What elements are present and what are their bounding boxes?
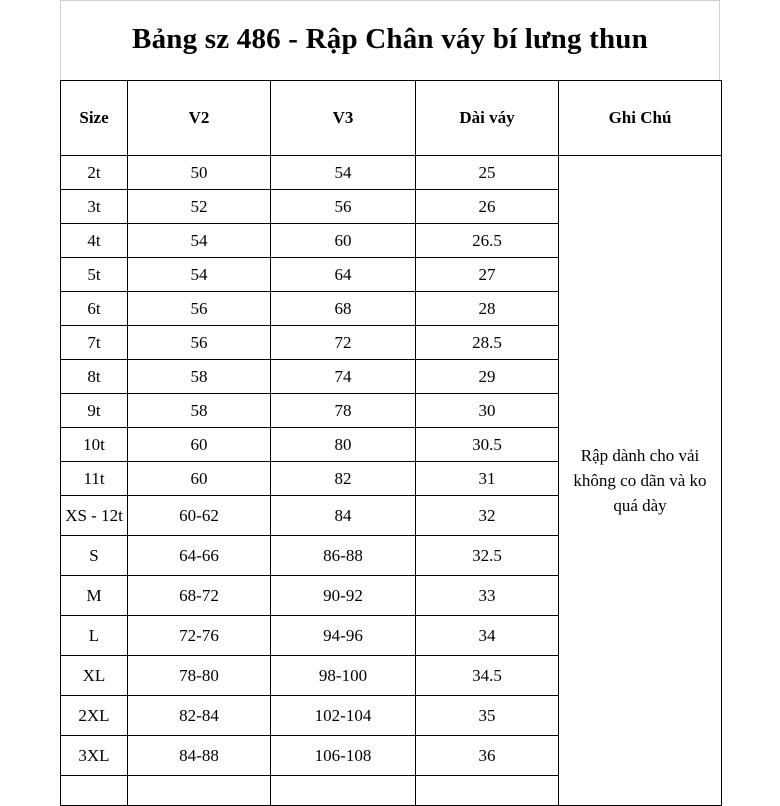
- cell-v3: 78: [271, 394, 416, 428]
- size-table: [60, 80, 722, 806]
- header-note: Ghi Chú: [559, 81, 722, 156]
- cell-v3: 68: [271, 292, 416, 326]
- cell-skirt-length: 26: [416, 190, 559, 224]
- table-body: [61, 156, 722, 806]
- cell-v3: 64: [271, 258, 416, 292]
- cell-skirt-length: 32: [416, 496, 559, 536]
- cell-v2: 52: [128, 190, 271, 224]
- cell-size: 8t: [61, 360, 128, 394]
- cell-v3: 98-100: [271, 656, 416, 696]
- cell-v3: 94-96: [271, 616, 416, 656]
- header-size: Size: [61, 81, 128, 156]
- cell-size: 5t: [61, 258, 128, 292]
- title-bar: [60, 0, 720, 80]
- cell-size: 3XL: [61, 736, 128, 776]
- cell-skirt-length: 36: [416, 736, 559, 776]
- cell-skirt-length: 26.5: [416, 224, 559, 258]
- cell-skirt-length: 28.5: [416, 326, 559, 360]
- empty-cell: [61, 776, 128, 806]
- cell-skirt-length: 33: [416, 576, 559, 616]
- cell-v3: 74: [271, 360, 416, 394]
- cell-skirt-length: 30: [416, 394, 559, 428]
- cell-skirt-length: 31: [416, 462, 559, 496]
- cell-v2: 68-72: [128, 576, 271, 616]
- cell-v2: 60: [128, 462, 271, 496]
- cell-size: XL: [61, 656, 128, 696]
- cell-v2: 60-62: [128, 496, 271, 536]
- cell-v2: 78-80: [128, 656, 271, 696]
- cell-v3: 80: [271, 428, 416, 462]
- page-title: Bảng sz 486 - Rập Chân váy bí lưng thun: [132, 23, 648, 55]
- cell-v3: 84: [271, 496, 416, 536]
- cell-size: M: [61, 576, 128, 616]
- header-v3: V3: [271, 81, 416, 156]
- note-line: không co dãn và ko: [573, 471, 707, 490]
- cell-skirt-length: 34.5: [416, 656, 559, 696]
- cell-v3: 60: [271, 224, 416, 258]
- cell-size: 2t: [61, 156, 128, 190]
- cell-size: 10t: [61, 428, 128, 462]
- empty-cell: [416, 776, 559, 806]
- cell-v3: 102-104: [271, 696, 416, 736]
- header-skirt-length: Dài váy: [416, 81, 559, 156]
- header-row: [61, 81, 722, 156]
- cell-skirt-length: 32.5: [416, 536, 559, 576]
- note-line: quá dày: [613, 496, 667, 515]
- cell-v3: 106-108: [271, 736, 416, 776]
- cell-skirt-length: 28: [416, 292, 559, 326]
- cell-v3: 72: [271, 326, 416, 360]
- cell-v3: 90-92: [271, 576, 416, 616]
- cell-v3: 56: [271, 190, 416, 224]
- cell-v2: 56: [128, 326, 271, 360]
- size-chart-sheet: [60, 0, 722, 780]
- cell-skirt-length: 27: [416, 258, 559, 292]
- cell-v3: 54: [271, 156, 416, 190]
- empty-cell: [271, 776, 416, 806]
- cell-size: 4t: [61, 224, 128, 258]
- note-line: Rập dành cho vải: [580, 446, 700, 465]
- cell-size: S: [61, 536, 128, 576]
- cell-v2: 82-84: [128, 696, 271, 736]
- cell-v2: 84-88: [128, 736, 271, 776]
- cell-size: 6t: [61, 292, 128, 326]
- cell-skirt-length: 29: [416, 360, 559, 394]
- cell-v2: 58: [128, 394, 271, 428]
- cell-v2: 60: [128, 428, 271, 462]
- cell-skirt-length: 30.5: [416, 428, 559, 462]
- cell-size: 2XL: [61, 696, 128, 736]
- cell-v2: 64-66: [128, 536, 271, 576]
- cell-v2: 56: [128, 292, 271, 326]
- cell-v3: 86-88: [271, 536, 416, 576]
- cell-skirt-length: 35: [416, 696, 559, 736]
- cell-size: XS - 12t: [61, 496, 128, 536]
- cell-size: 3t: [61, 190, 128, 224]
- cell-skirt-length: 25: [416, 156, 559, 190]
- header-v2: V2: [128, 81, 271, 156]
- cell-size: 7t: [61, 326, 128, 360]
- table-row: [61, 156, 722, 190]
- cell-v2: 54: [128, 258, 271, 292]
- cell-size: L: [61, 616, 128, 656]
- note-cell: [559, 156, 722, 806]
- cell-v2: 50: [128, 156, 271, 190]
- cell-v2: 58: [128, 360, 271, 394]
- cell-v2: 54: [128, 224, 271, 258]
- cell-size: 9t: [61, 394, 128, 428]
- empty-cell: [128, 776, 271, 806]
- cell-v2: 72-76: [128, 616, 271, 656]
- cell-skirt-length: 34: [416, 616, 559, 656]
- cell-v3: 82: [271, 462, 416, 496]
- cell-size: 11t: [61, 462, 128, 496]
